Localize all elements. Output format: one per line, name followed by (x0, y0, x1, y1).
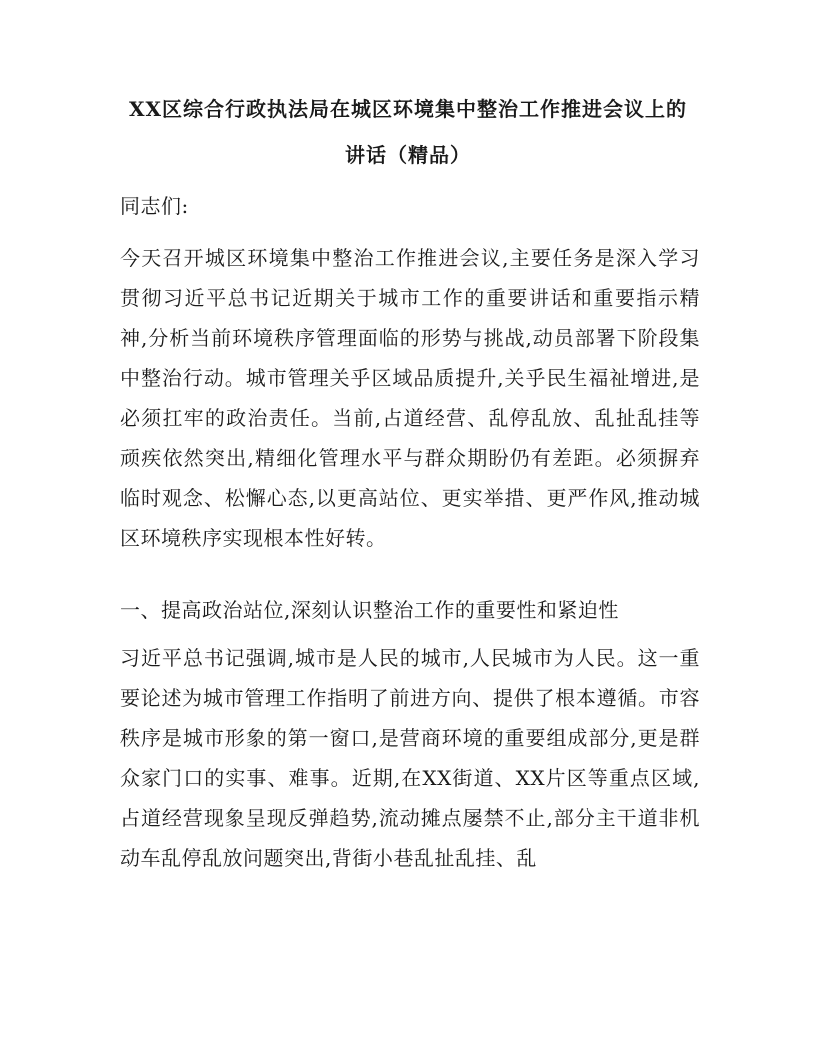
title-line-1: XX区综合行政执法局在城区环境集中整治工作推进会议上的 (128, 97, 688, 121)
paragraph-section-1: 习近平总书记强调,城市是人民的城市,人民城市为人民。这一重要论述为城市管理工作指明了前进方向、提供了根本遵循。市容秩序是城市形象的第一窗口,是营商环境的重要组成部分,更是群众家门口的实事、难事。近期,在XX街道、XX片区等重点区域,占道经营现象呈现反弹趋势,流动摊点屡禁不止,部分主干道非机动车乱停乱放问题突出,背街小巷乱扯乱挂、乱 (120, 646, 700, 870)
document-title (100, 86, 716, 178)
title-line-2: 讲话（精品） (345, 143, 471, 167)
greeting: 同志们: (120, 194, 189, 218)
paragraph-intro: 今天召开城区环境集中整治工作推进会议,主要任务是深入学习贯彻习近平总书记近期关于城市工作的重要讲话和重要指示精神,分析当前环境秩序管理面临的形势与挑战,动员部署下阶段集中整治行动。城市管理关乎区域品质提升,关乎民生福祉增进,是必须扛牢的政治责任。当前,占道经营、乱停乱放、乱扯乱挂等顽疾依然突出,精细化管理水平与群众期盼仍有差距。必须摒弃临时观念、松懈心态,以更高站位、更实举措、更严作风,推动城区环境秩序实现根本性好转。 (120, 246, 700, 550)
section-heading-1: 一、提高政治站位,深刻认识整治工作的重要性和紧迫性 (120, 598, 619, 622)
